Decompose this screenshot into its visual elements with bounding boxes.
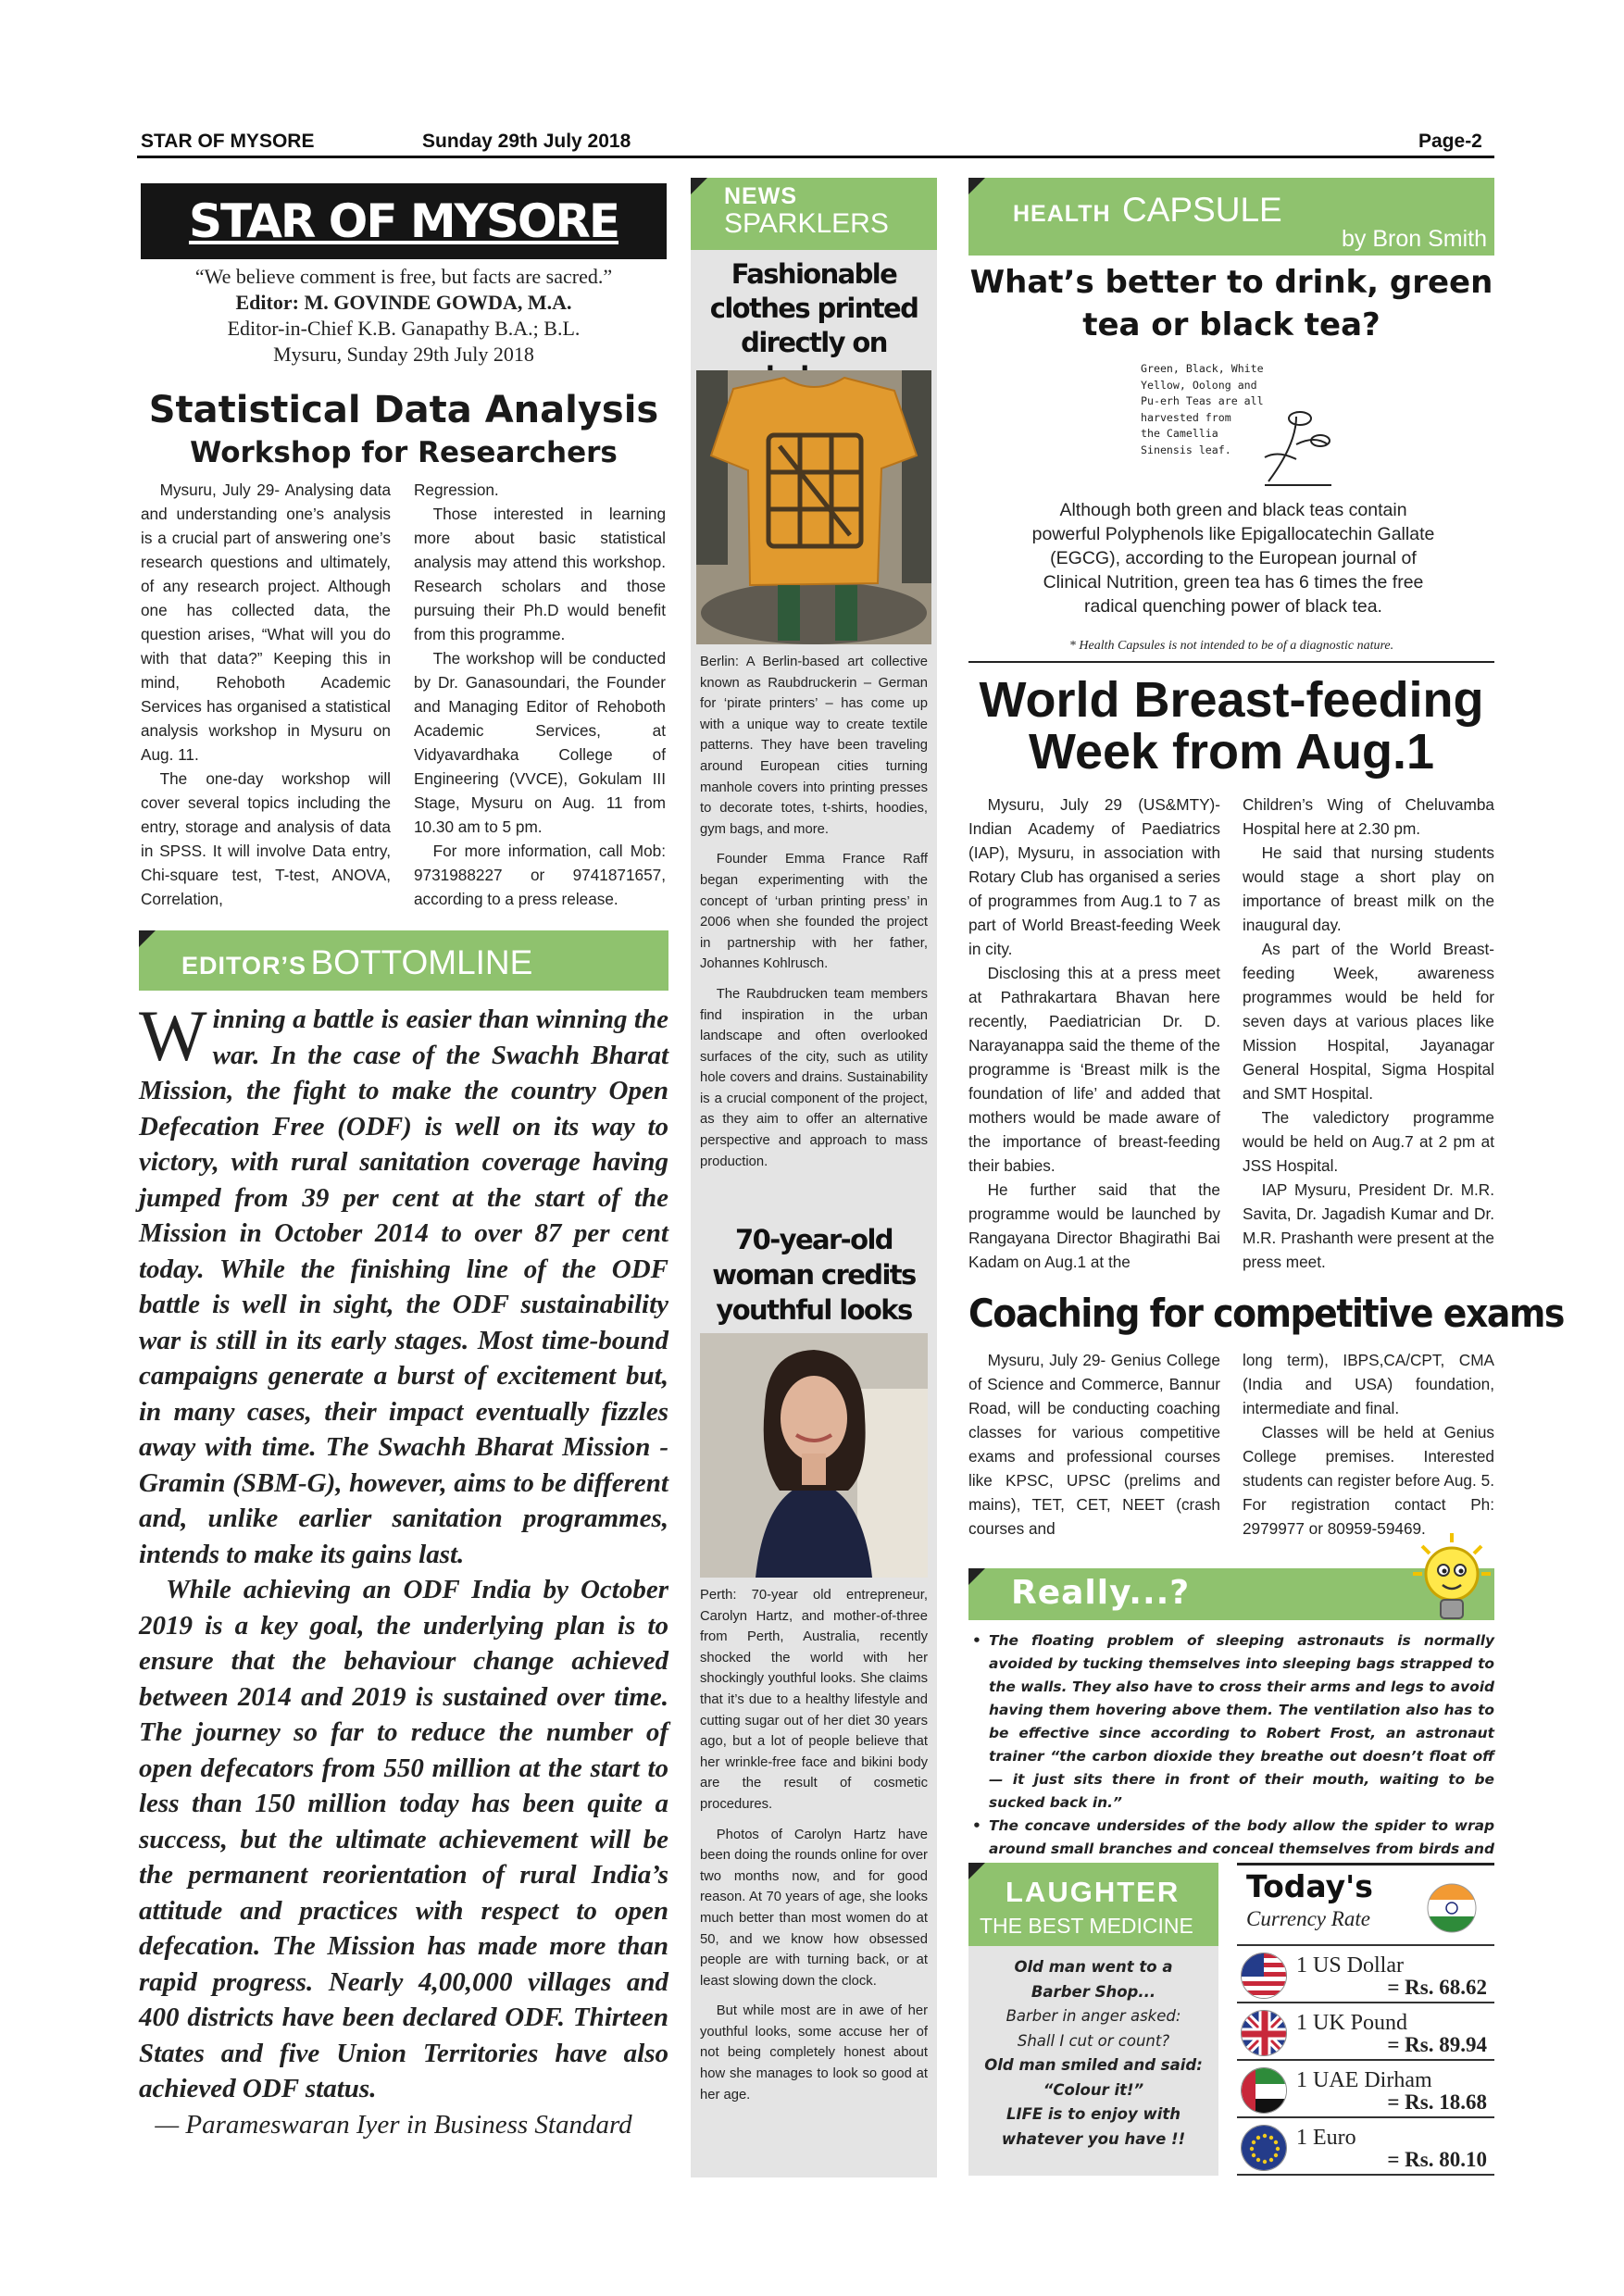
rate-row-aed <box>1237 2063 1494 2118</box>
health-banner <box>968 178 1494 256</box>
rate-row-eur <box>1237 2120 1494 2176</box>
dropcap: W <box>139 995 207 1076</box>
uk-flag-icon <box>1241 2010 1287 2056</box>
news-story-1 <box>700 652 928 1172</box>
header-date: Sunday 29th July 2018 <box>422 131 631 152</box>
health-text: Although both green and black teas contain powerful Polyphenols like Epigallocatechin Gallate (EGCG), according to the European journal of Clinical Nutrition, green tea has 6 times the free radical quenching power of black tea. <box>1031 500 1435 617</box>
laughter-label-2: THE BEST MEDICINE <box>980 1914 1193 1938</box>
joke-line: LIFE is to enjoy with <box>1006 2105 1181 2123</box>
woman-photo <box>700 1333 928 1578</box>
rate-name: 1 UAE Dirham <box>1296 2068 1432 2092</box>
news-paragraph: But while most are in awe of her youthful looks, some accuse her of not being completely honest about how she manages to look so good at her age. <box>700 2003 928 2103</box>
breastfeeding-headline: World Breast-feeding Week from Aug.1 <box>979 672 1484 780</box>
rate-name: 1 US Dollar <box>1296 1953 1404 1978</box>
editors-body <box>139 995 668 2142</box>
workshop-paragraph: Mysuru, July 29- Analysing data and understanding one’s analysis is a crucial part of answering one’s research questions and ultimately, of any research project. Although one has collected data, the question arises, “What will you do with that data?” Keeping this in mind, Rehoboth Academic Services has organised a statistical analysis workshop in Mysuru on Aug. 11. <box>141 480 391 764</box>
news-paragraph: The Raubdrucken team members find inspiration in the urban landscape and often overlooked surfaces of the city, such as utility hole covers and drains. Sustainability is a crucial component of the project, as they aim to offer an alternative perspective and approach to mass production. <box>700 986 928 1169</box>
workshop-col2 <box>414 478 666 911</box>
breastfeeding-col1 <box>968 792 1220 1274</box>
laughter-label: LAUGHTER <box>1006 1876 1181 1908</box>
coaching-col1 <box>968 1348 1220 1541</box>
news-label: NEWS <box>724 183 797 209</box>
news-paragraph: Perth: 70-year old entrepreneur, Carolyn Hartz, and mother-of-three from Perth, Australia, recently shocked the world with her shockingly youthful looks. She claims that it’s due to a healthy lifestyle and cutting sugar out of her diet 30 years ago, but a lot of people believe that her wrinkle-free face and bikini body are the result of cosmetic procedures. <box>700 1588 928 1812</box>
coaching-paragraph: long term), IBPS,CA/CPT, CMA (India and USA) foundation, intermediate and final. <box>1243 1351 1494 1417</box>
masthead-dateline: Mysuru, Sunday 29th July 2018 <box>273 343 534 366</box>
health-note: * Health Capsules is not intended to be of a diagnostic nature. <box>1068 639 1394 653</box>
header-paper-name: STAR OF MYSORE <box>141 131 315 152</box>
header-page-number: Page-2 <box>1418 131 1482 152</box>
breastfeeding-paragraph: He said that nursing students would stage a short play on importance of breast milk on the inaugural day. <box>1243 843 1494 934</box>
joke-line: Barber Shop... <box>1031 1982 1156 2001</box>
rate-name: 1 Euro <box>1296 2126 1356 2150</box>
tshirt-photo <box>696 370 931 644</box>
masthead-info <box>141 264 667 368</box>
breastfeeding-paragraph: Disclosing this at a press meet at Pathrakartara Bhavan here recently, Paediatrician Dr. D. Narayanappa said the theme of the programme is ‘Breast milk is the foundation of life’ and added that mothers would be made aware of the importance of breast-feeding their babies. <box>968 964 1220 1175</box>
workshop-paragraph: The one-day workshop will cover several topics including the entry, storage and analysis of data in SPSS. It will involve Data entry, Chi-square test, T-test, ANOVA, Correlation, <box>141 769 391 908</box>
masthead-title: STAR OF MYSORE <box>188 194 619 248</box>
news-label-2: SPARKLERS <box>724 208 889 239</box>
news-paragraph: Photos of Carolyn Hartz have been doing the rounds online for over two months now, and for good reason. At 70 years of age, she looks much better than most women do at 50, and we know how obsessed people are with turning back, or at least slowing down the clock. <box>700 1827 928 1989</box>
currency-subtitle: Currency Rate <box>1246 1907 1370 1930</box>
joke-line: Barber in anger asked: <box>1006 2007 1181 2025</box>
coaching-col2 <box>1243 1348 1494 1541</box>
editors-paragraph: inning a battle is easier than winning the war. In the case of the Swachh Bharat Mission, the fight to make the country Open Defecation Free (ODF) is well on its way to victory, with rural sanitation coverage having jumped from 39 per cent at the start of the Mission in October 2014 to over 87 per cent today. While the finishing line of the ODF battle is well in sight, the ODF sustainability war is still in its early stages. Most time-bound campaigns generate a burst of excitement but, in many cases, their impact eventually fizzles away with time. The Swachh Bharat Mission - Gramin (SBM-G), however, aims to be different and, unlike earlier sanitation programmes, intends to make its gains last. <box>139 1004 668 1569</box>
rate-value: = Rs. 89.94 <box>1387 2033 1487 2056</box>
laughter-joke <box>968 1955 1218 2152</box>
editors-label: EDITOR’S <box>181 952 307 980</box>
masthead-chief: Editor-in-Chief K.B. Ganapathy B.A.; B.L. <box>227 317 581 340</box>
health-title: What’s better to drink, green tea or black tea? <box>969 264 1493 343</box>
breastfeeding-paragraph: As part of the World Breast-feeding Week, awareness programmes would be held for seven days at various places like Mission Hospital, Jayanagar General Hospital, Sigma Hospital and SMT Hospital. <box>1243 940 1494 1103</box>
joke-line: whatever you have !! <box>1001 2129 1186 2148</box>
workshop-paragraph: The workshop will be conducted by Dr. Ganasoundari, the Founder and Managing Editor of Rehoboth Academic Services, at Vidyavardhaka College of Engineering (VVCE), Gokulam III Stage, Mysuru on Aug. 11 from 10.30 am to 5 pm. <box>414 649 666 836</box>
cartoon-line: the Camellia <box>1141 427 1218 441</box>
uae-flag-icon <box>1241 2067 1287 2114</box>
news-paragraph: Founder Emma France Raff began experimenting with the concept of ‘urban printing press’ in 2006 when she founded the project in partnership with her father, Johannes Kohlrusch. <box>700 852 928 972</box>
breastfeeding-paragraph: Children’s Wing of Cheluvamba Hospital here at 2.30 pm. <box>1243 795 1494 838</box>
news-headline-1: Fashionable clothes printed directly on <box>709 258 918 358</box>
breastfeeding-col2 <box>1243 792 1494 1274</box>
masthead-logo <box>141 183 667 259</box>
breastfeeding-paragraph: IAP Mysuru, President Dr. M.R. Savita, Dr. Jagadish Kumar and Dr. M.R. Prashanth were present at the press meet. <box>1243 1180 1494 1271</box>
health-label-2: CAPSULE <box>1121 191 1282 229</box>
workshop-headline: Statistical Data Analysis <box>148 389 659 431</box>
joke-line: “Colour it!” <box>1043 2080 1144 2099</box>
cartoon-line: Green, Black, White <box>1141 362 1264 375</box>
laughter-banner <box>968 1863 1218 1946</box>
really-item: • The concave undersides of the body allow the spider to wrap around small branches and conceal themselves from birds and <box>968 1815 1494 1884</box>
joke-line: Shall I cut or count? <box>1017 2031 1170 2050</box>
eu-flag-icon <box>1241 2125 1287 2171</box>
india-flag-icon <box>1424 1881 1480 1935</box>
editors-banner <box>139 930 668 991</box>
workshop-paragraph: For more information, call Mob: 9731988227 or 9741871657, according to a press release. <box>414 842 666 908</box>
rate-row-usd <box>1237 1948 1494 2003</box>
really-list <box>968 1629 1494 1884</box>
rate-value: = Rs. 68.62 <box>1387 1976 1487 1999</box>
joke-line: Old man smiled and said: <box>984 2056 1203 2074</box>
masthead-editor: Editor: M. GOVINDE GOWDA, M.A. <box>235 291 572 314</box>
cartoon-line: Yellow, Oolong and <box>1141 378 1257 392</box>
cartoon-line: Sinensis leaf. <box>1141 443 1231 456</box>
breastfeeding-paragraph: He further said that the programme would be launched by Rangayana Director Bhagirathi Bai Kadam on Aug.1 at the <box>968 1180 1220 1271</box>
coaching-headline: Coaching for competitive exams <box>968 1291 1565 1336</box>
workshop-paragraph: Those interested in learning more about basic statistical analysis may attend this workshop. Research scholars and those pursuing their Ph.D would benefit from this programme. <box>414 505 666 643</box>
news-paragraph: Berlin: A Berlin-based art collective known as Raubdruckerin – German for ‘pirate printers’ – has come up with a unique way to create textile patterns. They have been traveling around European cities turning manhole covers into printing presses to decorate totes, t-shirts, hoodies, gym bags, and more. <box>700 655 928 837</box>
workshop-col1 <box>141 478 391 911</box>
woman-illustration <box>700 1333 928 1578</box>
coaching-paragraph: Mysuru, July 29- Genius College of Science and Commerce, Bannur Road, will be conducting coaching classes for various competitive exams and professional courses like KPSC, UPSC (prelims and mains), TET, CET, NEET (crash courses and <box>968 1351 1220 1538</box>
tea-cartoon <box>1141 361 1337 491</box>
currency-box <box>1237 1863 1494 2177</box>
masthead-motto: “We believe comment is free, but facts are sacred.” <box>194 265 613 288</box>
breastfeeding-paragraph: The valedictory programme would be held on Aug.7 at 2 pm at JSS Hospital. <box>1243 1108 1494 1175</box>
currency-title: Today's <box>1246 1868 1373 1904</box>
workshop-subheadline: Workshop for Researchers <box>190 436 618 469</box>
rate-value: = Rs. 18.68 <box>1387 2090 1487 2114</box>
workshop-paragraph: Regression. <box>414 480 499 499</box>
news-headline-2: 70-year-old woman credits youthful looks <box>712 1224 916 1326</box>
news-banner <box>691 178 937 250</box>
coaching-paragraph: Classes will be held at Genius College premises. Interested students can register before Aug. 5. For registration contact Ph: 2979977 or 80959-59469. <box>1243 1423 1494 1538</box>
cartoon-line: Pu-erh Teas are all <box>1141 394 1264 408</box>
rate-name: 1 UK Pound <box>1296 2011 1408 2035</box>
really-label: Really...? <box>1011 1574 1191 1612</box>
news-story-2 <box>700 1585 928 2105</box>
editors-paragraph: While achieving an ODF India by October 2019 is a key goal, the underlying plan is to ensure that the behaviour change achieved between 2014 and 2019 is sustained over time. The journey so far to reduce the number of open defecators from 550 million at the start to less than 150 million today has been quite a success, but the ultimate achievement will be the permanent reorientation of rural India’s attitude and practices with respect to open defecation. The Mission has made more than rapid progress. Nearly 4,00,000 villages and 400 districts have been declared ODF. Thirteen States and five Union Territories have also achieved ODF status. <box>139 1575 668 2103</box>
lightbulb-icon <box>1407 1529 1496 1628</box>
rate-row-gbp <box>1237 2005 1494 2061</box>
breastfeeding-paragraph: Mysuru, July 29 (US&MTY)- Indian Academy of Paediatrics (IAP), Mysuru, in association with Rotary Club has organised a series of programmes from Aug.1 to 7 as part of World Breast-feeding Week in city. <box>968 795 1220 958</box>
tea-plant-icon <box>1259 407 1337 489</box>
tshirt-illustration <box>696 370 931 644</box>
health-byline: by Bron Smith <box>1341 226 1487 252</box>
health-label: HEALTH <box>1013 201 1111 227</box>
really-item: • The floating problem of sleeping astronauts is normally avoided by tucking themselves into sleeping bags strapped to the walls. They also have to cross their arms and legs to avoid having them hovering above them. The ventilation also has to be effective since according to Robert Frost, an astronaut trainer “the carbon dioxide they breathe out doesn’t float off — it just sits there in front of their mouth, waiting to be sucked back in.” <box>968 1629 1494 1815</box>
health-rule <box>968 661 1494 663</box>
editors-label-2: BOTTOMLINE <box>310 943 533 981</box>
rate-value: = Rs. 80.10 <box>1387 2148 1487 2171</box>
header-rule <box>137 156 1494 158</box>
cartoon-line: harvested from <box>1141 410 1231 424</box>
us-flag-icon <box>1241 1953 1287 1999</box>
joke-line: Old man went to a <box>1014 1958 1173 1976</box>
editors-credit: — Parameswaran Iyer in Business Standard <box>155 2109 632 2140</box>
